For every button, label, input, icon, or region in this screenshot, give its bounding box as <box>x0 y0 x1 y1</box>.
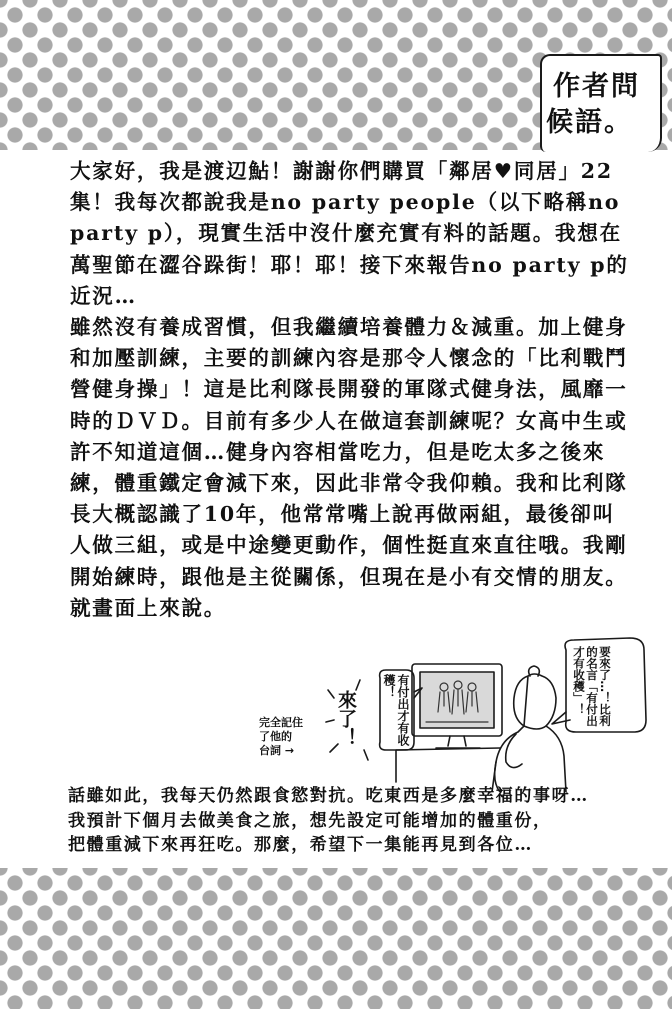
paragraph-training: 雖然沒有養成習慣，但我繼續培養體力＆減重。加上健身和加壓訓練，主要的訓練內容是那令人懷念的「比利戰鬥營健身操」！這是比利隊長開發的軍隊式健身法，風靡一時的ＤＶＤ。目前有多少人在做這套訓練呢？女高中生或許不知道這個…健身內容相當吃力，但是吃太多之後來練，體重鐵定會減下來，因此非常令我仰賴。我和比利隊長大概認識了10年，他常常嘴上說再做兩組，最後卻叫人做三組，或是中途變更動作，個性挺直來直往哦。我剛開始練時，跟他是主從關係，但現在是小有交情的朋友。就畫面上來說。 <box>70 315 628 620</box>
paragraph-greeting <box>70 156 630 312</box>
tv-stand <box>436 736 480 748</box>
tv-speech-text: 有付出才有收穫！ <box>382 674 410 746</box>
right-speech-text: 要來了…！比利的名言「有付出才有收穫」！ <box>572 646 612 727</box>
body-text <box>70 156 630 624</box>
page-title-line-2: 候語。 <box>546 107 633 138</box>
shout-text: 來了！ <box>335 690 357 747</box>
note-line-3-row <box>259 744 303 758</box>
polka-dot-border-bottom <box>0 868 672 1009</box>
margin-note <box>259 716 303 758</box>
closing-text <box>68 784 628 858</box>
note-line-3: 台詞 <box>259 744 281 757</box>
note-line-1: 完全記住 <box>259 716 303 729</box>
page-title-line-1: 作者問 <box>553 71 640 102</box>
greeting-start: 大家好，我是渡辺鮎！謝謝你們購買「鄰居 <box>70 159 494 183</box>
closing-line-2: 我預計下個月去做美食之旅，想先設定可能增加的體重份， <box>68 810 552 831</box>
closing-line-1: 話雖如此，我每天仍然跟食慾對抗。吃東西是多麼幸福的事呀… <box>68 786 589 806</box>
note-line-2: 了他的 <box>259 730 292 743</box>
closing-line-3: 把體重減下來再狂吃。那麼，希望下一集能再見到各位… <box>68 835 533 855</box>
desk <box>396 748 500 782</box>
greeting-rest: 同居」22集！我每次都說我是no party people（以下略稱no party p），現實生活中沒什麼充實有料的話題。我想在萬聖節在澀谷跺街！耶！耶！接下來報告no party p的近況… <box>70 159 629 308</box>
heart-icon: ♥ <box>493 159 514 183</box>
arrow-right-icon: → <box>284 744 295 757</box>
tv-screen <box>420 672 494 728</box>
